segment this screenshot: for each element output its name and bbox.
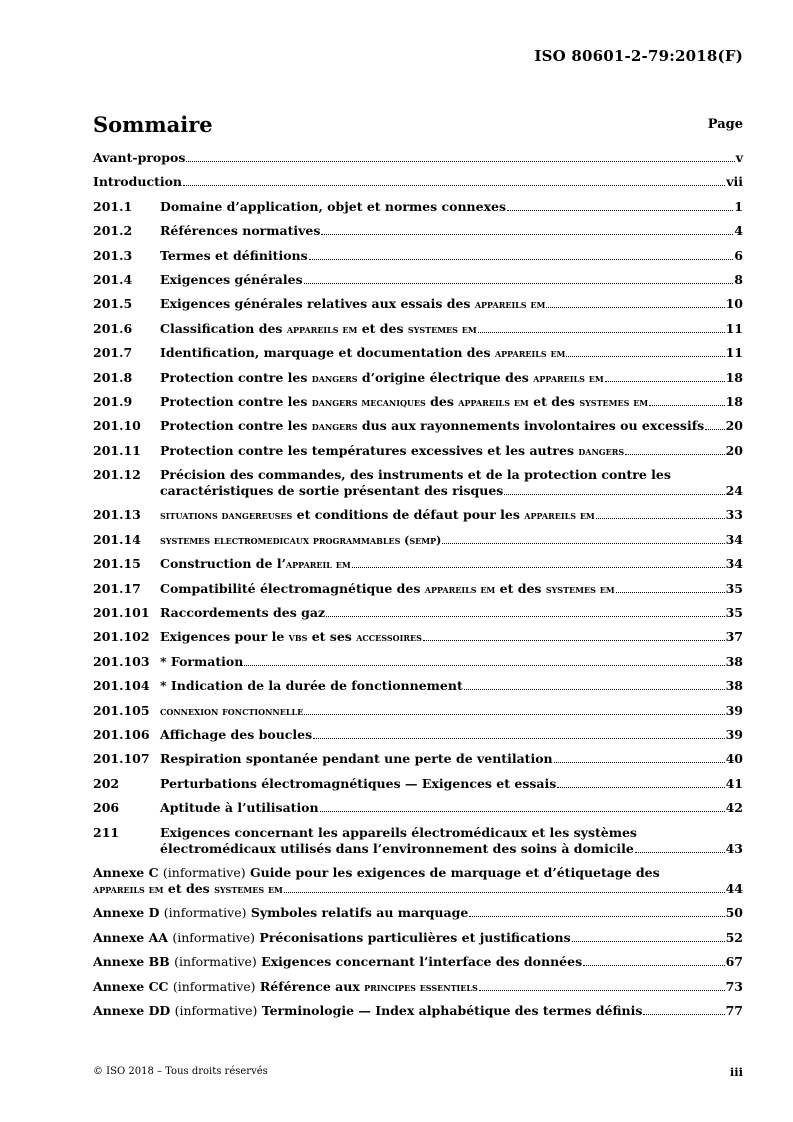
toc-leader-line — [160, 776, 743, 792]
annex-informative: (informative) — [174, 1002, 258, 1018]
toc-entry-number: 201.4 — [93, 271, 133, 287]
defined-term: situations dangereuses — [160, 509, 293, 523]
toc-entry-number: 201.101 — [93, 605, 150, 621]
toc-entry-number: 201.102 — [93, 629, 150, 645]
toc-entry-page: 39 — [725, 702, 743, 718]
dot-leader — [479, 987, 725, 991]
toc-entry-title: Introduction — [93, 174, 183, 190]
defined-term: appareils em — [474, 298, 546, 312]
toc-leader-line — [160, 272, 743, 288]
toc-leader-line — [160, 800, 743, 816]
dot-leader — [321, 231, 733, 235]
toc-annex-title — [93, 905, 468, 921]
toc-leader-line — [93, 174, 743, 190]
dot-leader — [464, 686, 725, 690]
toc-leader-line — [93, 881, 743, 898]
toc-entry-201-101[interactable] — [93, 605, 743, 629]
toc-leader-line — [160, 443, 743, 460]
toc-entry-201-2[interactable] — [93, 223, 743, 247]
annex-informative: (informative) — [174, 954, 257, 970]
toc-entry-title — [160, 443, 624, 460]
toc-entry-page: 67 — [725, 954, 743, 970]
toc-entry-page: 35 — [725, 580, 743, 596]
toc-entry-title: Affichage des boucles — [160, 726, 313, 742]
title-text: Protection contre les températures excessives et les autres — [160, 442, 579, 458]
annex-label: Annexe AA — [93, 929, 168, 945]
title-text: et des — [357, 320, 408, 336]
toc-leader-line — [160, 345, 743, 362]
dot-leader — [478, 329, 725, 333]
toc-entry-title — [160, 556, 351, 573]
defined-term: vbs — [288, 631, 308, 645]
toc-entry-201-1[interactable] — [93, 199, 743, 223]
toc-annex-title — [93, 930, 571, 946]
standard-identifier: ISO 80601-2-79:2018(F) — [534, 47, 743, 65]
title-text: et ses — [307, 629, 357, 645]
toc-entry-page: 38 — [725, 678, 743, 694]
dot-leader — [616, 589, 725, 593]
toc-leader-line — [160, 727, 743, 743]
defined-term: dangers — [311, 420, 358, 434]
toc-entry-201-9[interactable] — [93, 394, 743, 418]
toc-entry-page: 11 — [725, 345, 743, 361]
toc-leader-line — [160, 751, 743, 767]
toc-entry-201-15[interactable] — [93, 556, 743, 580]
toc-leader-line — [160, 703, 743, 720]
title-text: et des — [163, 880, 215, 896]
title-text: Construction de l’ — [160, 556, 286, 572]
toc-entry-211[interactable] — [93, 825, 743, 865]
toc-entry-page: 33 — [725, 507, 743, 523]
defined-term: dangers — [578, 444, 625, 458]
title-text: dus aux rayonnements involontaires ou excessifs — [357, 418, 705, 434]
toc-entry-page: 42 — [725, 800, 743, 816]
defined-term: dangers — [311, 371, 358, 385]
toc-entry-title: Aptitude à l’utilisation — [160, 800, 319, 816]
toc-entry-title — [160, 703, 303, 720]
defined-term: appareil em — [285, 558, 351, 572]
toc-entry-page: 4 — [734, 223, 743, 239]
toc-entry-page: 50 — [725, 905, 743, 921]
toc-entry-number: 201.106 — [93, 726, 150, 742]
annex-informative: (informative) — [162, 864, 246, 880]
toc-entry-title-line1: Précision des commandes, des instruments et de la protection contre les — [160, 467, 671, 483]
toc-entry-202[interactable] — [93, 776, 743, 800]
title-text: Exigences générales relatives aux essais des — [160, 296, 475, 312]
toc-leader-line — [160, 199, 743, 215]
toc-entry-page: 6 — [734, 247, 743, 263]
toc-leader-line — [160, 418, 743, 435]
toc-entry-number: 201.17 — [93, 580, 141, 596]
toc-entry-page: 39 — [725, 726, 743, 742]
toc-entry-number: 201.105 — [93, 702, 150, 718]
title-text: des — [425, 393, 459, 409]
toc-entry-201-103[interactable] — [93, 654, 743, 678]
toc-entry-page: 11 — [725, 320, 743, 336]
title-text: Exigences pour le — [160, 629, 289, 645]
defined-term: dangers mecaniques — [311, 395, 426, 409]
toc-entry-page: 37 — [725, 629, 743, 645]
toc-annex-title-line2 — [93, 881, 283, 898]
dot-leader — [309, 256, 734, 260]
defined-term: connexion fonctionnelle — [160, 704, 304, 718]
toc-entry-201-107[interactable] — [93, 751, 743, 775]
dot-leader — [320, 808, 725, 812]
toc-entry-page: 10 — [725, 296, 743, 312]
toc-entry-page: 52 — [725, 929, 743, 945]
toc-leader-line — [160, 654, 743, 670]
toc-entry-title: Avant-propos — [93, 150, 186, 165]
toc-leader-line — [160, 248, 743, 264]
toc-entry-number: 201.5 — [93, 296, 133, 312]
annex-title: Préconisations particulières et justifications — [259, 929, 571, 945]
toc-leader-line — [93, 979, 743, 996]
toc-leader-line — [160, 507, 743, 524]
toc-leader-line — [160, 394, 743, 411]
toc-leader-line — [160, 581, 743, 598]
toc-entry-number: 201.6 — [93, 320, 133, 336]
toc-entry-201-14[interactable] — [93, 532, 743, 556]
dot-leader — [504, 491, 724, 495]
dot-leader — [705, 426, 724, 430]
toc-leader-line — [93, 954, 743, 970]
toc-leader-line — [160, 223, 743, 239]
dot-leader — [507, 207, 733, 211]
toc-annex-title — [93, 954, 582, 970]
dot-leader — [326, 613, 725, 617]
toc-annex-title-line1 — [93, 865, 743, 881]
dot-leader — [442, 540, 724, 544]
defined-term: systemes electromedicaux programmables (semp) — [160, 533, 442, 547]
toc-entry-201-105[interactable] — [93, 703, 743, 727]
annex-label: Annexe CC — [93, 978, 169, 994]
annex-informative: (informative) — [172, 978, 256, 994]
toc-entry-page: 35 — [725, 605, 743, 621]
toc-leader-line — [93, 150, 743, 166]
annex-informative: (informative) — [163, 905, 247, 921]
defined-term: systemes em — [579, 395, 649, 409]
title-text: d’origine électrique des — [357, 369, 534, 385]
dot-leader — [649, 402, 724, 406]
toc-entry-201-104[interactable] — [93, 678, 743, 702]
toc-entry-title: Termes et définitions — [160, 247, 308, 263]
annex-title: Symboles relatifs au marquage — [250, 905, 469, 921]
title-text: et des — [495, 580, 546, 596]
toc-entry-201-106[interactable] — [93, 727, 743, 751]
toc-entry-title: * Indication de la durée de fonctionnement — [160, 678, 463, 694]
toc-entry-number: 201.14 — [93, 531, 141, 547]
annex-title: Terminologie — Index alphabétique des termes définis — [261, 1002, 643, 1018]
toc-entry-title — [160, 418, 704, 435]
toc-annex-bb[interactable] — [93, 954, 743, 978]
dot-leader — [352, 564, 725, 568]
defined-term: appareils em — [458, 395, 529, 409]
toc-leader-line — [160, 483, 743, 499]
toc-entry-number: 211 — [93, 824, 120, 840]
toc-entry-page: 41 — [725, 775, 743, 791]
dot-leader — [244, 662, 724, 666]
page-column-label: Page — [707, 117, 743, 132]
toc-entry-page: vii — [726, 174, 743, 190]
defined-term: appareils em — [524, 509, 595, 523]
dot-leader — [596, 515, 725, 519]
toc-entry-number: 202 — [93, 775, 120, 791]
toc-entry-title: Domaine d’application, objet et normes connexes — [160, 198, 507, 214]
toc-entry-number: 201.7 — [93, 345, 133, 361]
dot-leader — [183, 182, 725, 186]
toc-entry-title-line1: Exigences concernant les appareils électromédicaux et les systèmes — [160, 824, 637, 840]
dot-leader — [546, 304, 724, 308]
dot-leader — [284, 889, 725, 893]
toc-entry-number: 201.15 — [93, 556, 141, 572]
annex-label: Annexe DD — [93, 1002, 171, 1018]
dot-leader — [469, 913, 724, 917]
dot-leader — [186, 158, 734, 162]
annex-label: Annexe C — [93, 864, 159, 880]
toc-entry-title — [160, 345, 565, 362]
toc-entry-title — [160, 629, 422, 646]
defined-term: appareils em — [93, 882, 164, 896]
defined-term: appareils em — [424, 582, 496, 596]
toc-entry-title: * Formation — [160, 653, 244, 669]
toc-entry-page: 18 — [725, 369, 743, 385]
defined-term: systemes em — [545, 582, 615, 596]
toc-entry-page: v — [735, 150, 743, 165]
toc-entry-title — [160, 394, 648, 411]
toc-leader-line — [93, 930, 743, 946]
toc-annex-aa[interactable] — [93, 930, 743, 954]
toc-entry-title-line2: électromédicaux utilisés dans l’environnement des soins à domicile — [160, 840, 634, 856]
toc-entry-201-8[interactable] — [93, 370, 743, 394]
toc-entry-title — [160, 321, 477, 338]
toc-leader-line — [160, 556, 743, 573]
toc-entry-201-4[interactable] — [93, 272, 743, 296]
dot-leader — [643, 1011, 724, 1015]
annex-label: Annexe BB — [93, 954, 170, 970]
defined-term: principes essentiels — [364, 980, 478, 994]
toc-leader-line — [160, 370, 743, 387]
toc-entry-title — [160, 296, 545, 313]
toc-entry-number: 201.2 — [93, 223, 133, 239]
dot-leader — [572, 938, 725, 942]
toc-entry-number: 201.103 — [93, 653, 150, 669]
toc-entry-title — [160, 507, 595, 524]
toc-leader-line — [93, 905, 743, 921]
toc-entry-201-7[interactable] — [93, 345, 743, 369]
defined-term: appareils em — [494, 347, 566, 361]
toc-entry-title: Exigences générales — [160, 271, 303, 287]
title-text: Identification, marquage et documentation des — [160, 345, 495, 361]
toc-entry-201-102[interactable] — [93, 629, 743, 653]
toc-entry-number: 201.3 — [93, 247, 133, 263]
toc-entry-201-5[interactable] — [93, 296, 743, 320]
title-text: et des — [528, 393, 580, 409]
toc-entry-number: 201.13 — [93, 507, 141, 523]
toc-entry-page: 73 — [725, 978, 743, 994]
title-text: Protection contre les — [160, 418, 312, 434]
toc-entry-page: 34 — [725, 556, 743, 572]
title-text: Compatibilité électromagnétique des — [160, 580, 425, 596]
dot-leader — [566, 353, 724, 357]
toc-entry-201-13[interactable] — [93, 507, 743, 531]
toc-entry-title-line2: caractéristiques de sortie présentant des risques — [160, 483, 504, 499]
toc-entry-page: 20 — [725, 418, 743, 434]
dot-leader — [304, 280, 734, 284]
toc-entry-201-6[interactable] — [93, 321, 743, 345]
toc-annex-title — [93, 979, 478, 996]
toc-entry-page: 20 — [725, 442, 743, 458]
toc-entry-title — [160, 581, 615, 598]
toc-entry-206[interactable] — [93, 800, 743, 824]
defined-term: systemes em — [407, 322, 477, 336]
annex-informative: (informative) — [172, 929, 256, 945]
toc-entry-number: 206 — [93, 800, 120, 816]
toc-annex-c[interactable] — [93, 865, 743, 905]
toc-entry-number: 201.104 — [93, 678, 150, 694]
page-title: Sommaire — [93, 112, 213, 137]
toc-leader-line — [160, 321, 743, 338]
dot-leader — [423, 637, 725, 641]
dot-leader — [583, 962, 724, 966]
toc-entry-number: 201.9 — [93, 393, 133, 409]
toc-annex-d[interactable] — [93, 905, 743, 929]
title-text: Protection contre les — [160, 393, 312, 409]
dot-leader — [557, 784, 724, 788]
toc-entry-201-17[interactable] — [93, 581, 743, 605]
defined-term: systemes em — [214, 882, 283, 896]
toc-entry-title: Raccordements des gaz — [160, 605, 326, 621]
toc-entry-number: 201.1 — [93, 198, 133, 214]
toc-annex-title — [93, 1003, 642, 1019]
toc-entry-page: 44 — [725, 880, 743, 896]
toc-leader-line — [93, 1003, 743, 1019]
dot-leader — [625, 451, 724, 455]
toc-entry-title: Perturbations électromagnétiques — Exigences et essais — [160, 775, 557, 791]
annex-title: Exigences concernant l’interface des données — [261, 954, 583, 970]
toc-leader-line — [160, 605, 743, 621]
defined-term: accessoires — [356, 631, 422, 645]
toc-entry-page: 43 — [725, 840, 743, 856]
defined-term: appareils em — [286, 322, 358, 336]
toc-entry-introduction[interactable] — [93, 174, 743, 198]
toc-entry-title — [160, 370, 604, 387]
annex-title: Guide pour les exigences de marquage et d’étiquetage des — [249, 864, 660, 880]
annex-title: Référence aux — [259, 978, 365, 994]
toc-entry-title — [160, 532, 441, 549]
toc-leader-line — [160, 296, 743, 313]
toc-entry-201-11[interactable] — [93, 443, 743, 467]
dot-leader — [313, 735, 724, 739]
toc-annex-cc[interactable] — [93, 979, 743, 1003]
toc-entry-page: 40 — [725, 751, 743, 767]
toc-entry-number: 201.10 — [93, 418, 141, 434]
page-number: iii — [729, 1065, 743, 1079]
title-text: Classification des — [160, 320, 287, 336]
dot-leader — [304, 711, 724, 715]
toc-entry-page: 1 — [734, 198, 743, 214]
toc-leader-line — [160, 629, 743, 646]
toc-entry-avant-propos[interactable] — [93, 150, 743, 174]
toc-entry-page: 77 — [725, 1002, 743, 1018]
table-of-contents — [93, 150, 743, 1027]
toc-entry-201-12[interactable] — [93, 467, 743, 507]
toc-entry-title: Respiration spontanée pendant une perte de ventilation — [160, 751, 553, 767]
toc-entry-page: 24 — [725, 483, 743, 499]
title-text: et conditions de défaut pour les — [292, 507, 525, 523]
dot-leader — [554, 759, 725, 763]
toc-entry-title: Références normatives — [160, 223, 321, 239]
title-text: Protection contre les — [160, 369, 312, 385]
toc-leader-line — [160, 532, 743, 549]
toc-entry-number: 201.11 — [93, 442, 141, 458]
toc-entry-201-3[interactable] — [93, 248, 743, 272]
annex-label: Annexe D — [93, 905, 160, 921]
dot-leader — [635, 849, 725, 853]
toc-entry-number: 201.12 — [93, 467, 141, 483]
toc-entry-page: 38 — [725, 653, 743, 669]
copyright-notice: © ISO 2018 – Tous droits réservés — [93, 1066, 268, 1077]
toc-entry-number: 201.107 — [93, 751, 150, 767]
toc-entry-page: 34 — [725, 531, 743, 547]
toc-annex-dd[interactable] — [93, 1003, 743, 1027]
toc-entry-page: 18 — [725, 393, 743, 409]
toc-entry-number: 201.8 — [93, 369, 133, 385]
toc-leader-line — [160, 678, 743, 694]
dot-leader — [605, 378, 725, 382]
defined-term: appareils em — [533, 371, 604, 385]
toc-entry-page: 8 — [734, 271, 743, 287]
toc-entry-201-10[interactable] — [93, 418, 743, 442]
toc-leader-line — [160, 841, 743, 857]
